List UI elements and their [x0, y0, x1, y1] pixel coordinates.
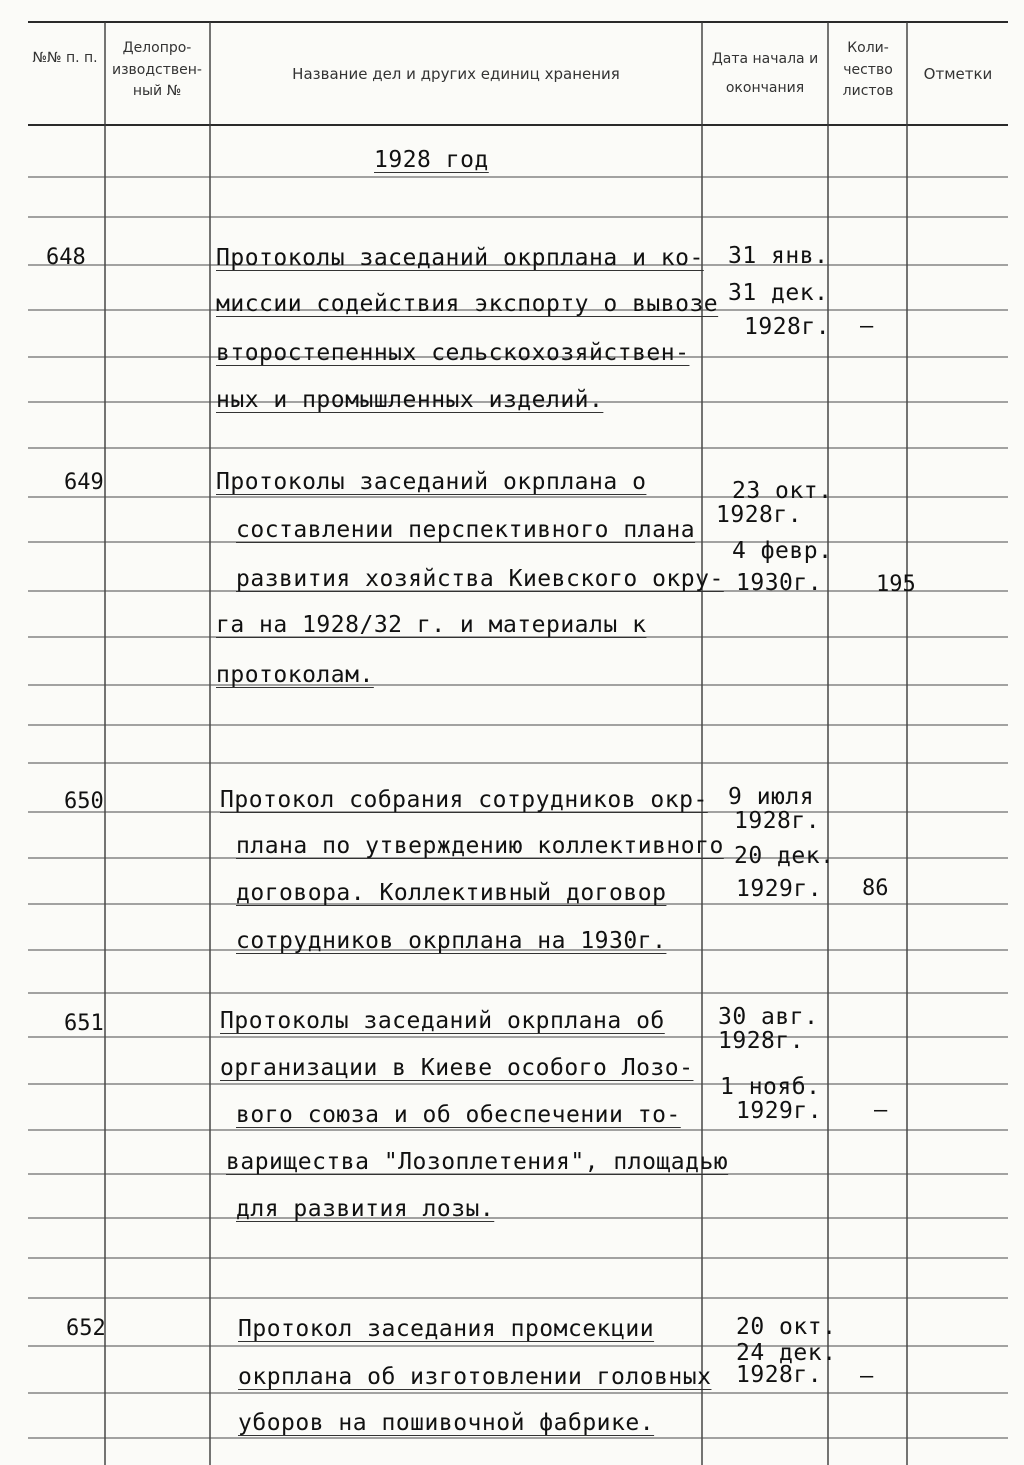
entry-sheet-count: –: [860, 314, 874, 339]
entry-title-line: миссии содействия экспорту о вывозе: [216, 291, 719, 317]
entry-title-line: уборов на пошивочной фабрике.: [238, 1410, 655, 1436]
entry-title-line: варищества "Лозоплетения", площадью: [226, 1149, 729, 1175]
entry-title-line: второстепенных сельскохозяйствен-: [216, 340, 690, 366]
header-col-notes: Отметки: [923, 65, 993, 83]
entry-title-line: ных и промышленных изделий.: [216, 387, 604, 413]
entry-date: 1928г.: [718, 1028, 805, 1054]
entry-title-line: протоколам.: [216, 662, 374, 688]
entry-date: 20 окт.: [736, 1314, 837, 1340]
entry-title-line: Протокол собрания сотрудников окр-: [220, 787, 708, 813]
entry-date: 30 авг.: [718, 1004, 819, 1030]
entry-number: 649: [64, 470, 104, 495]
header-col-number: №№ п. п.: [32, 50, 98, 66]
entry-title-line: Протокол заседания промсекции: [238, 1316, 655, 1342]
entry-title-line: Протоколы заседаний окрплана и ко-: [216, 245, 704, 271]
entry-date: 31 янв.: [728, 243, 829, 269]
year-heading: 1928 год: [374, 147, 489, 173]
entry-title-line: организации в Киеве особого Лозо-: [220, 1055, 694, 1081]
header-col-title: Название дел и других единиц хранения: [292, 65, 620, 83]
header-col-sheets: Коли- чество листов: [842, 40, 894, 100]
entry-date: 4 февр.: [732, 538, 833, 564]
entry-date: 1930г.: [736, 570, 823, 596]
entry-date: 1928г.: [736, 1362, 823, 1388]
entry-date: 9 июля: [728, 784, 815, 810]
entry-sheet-count: 195: [876, 572, 916, 597]
entry-title-line: га на 1928/32 г. и материалы к: [216, 612, 647, 638]
entry-date: 23 окт.: [732, 478, 833, 504]
entry-title-line: Протоколы заседаний окрплана о: [216, 469, 647, 495]
entry-date: 1928г.: [716, 502, 803, 528]
entry-title-line: сотрудников окрплана на 1930г.: [236, 928, 667, 954]
entry-sheet-count: 86: [862, 876, 889, 901]
header-col-dates: Дата начала и окончания: [711, 51, 819, 97]
entry-title-line: развития хозяйства Киевского окру-: [236, 566, 724, 592]
entry-date: 1928г.: [734, 808, 821, 834]
entry-number: 652: [66, 1316, 106, 1341]
entry-title-line: Протоколы заседаний окрплана об: [220, 1008, 665, 1034]
entry-date: 1 нояб.: [720, 1074, 821, 1100]
entry-title-line: договора. Коллективный договор: [236, 880, 667, 906]
entry-number: 648: [46, 245, 86, 270]
entry-number: 651: [64, 1011, 104, 1036]
entry-date: 1928г.: [744, 314, 831, 340]
entry-sheet-count: –: [874, 1098, 888, 1123]
entry-title-line: плана по утверждению коллективного: [236, 833, 724, 859]
entry-title-line: вого союза и об обеспечении то-: [236, 1102, 681, 1128]
entry-date: 1929г.: [736, 1098, 823, 1124]
entry-date: 1929г.: [736, 876, 823, 902]
entry-date: 20 дек.: [734, 843, 835, 869]
header-col-office-number: Делопро- изводствен- ный №: [112, 40, 202, 100]
entry-title-line: для развития лозы.: [236, 1196, 495, 1222]
entry-number: 650: [64, 789, 104, 814]
entry-sheet-count: –: [860, 1364, 874, 1389]
entry-date: 24 дек.: [736, 1340, 837, 1366]
entry-date: 31 дек.: [728, 280, 829, 306]
entry-title-line: составлении перспективного плана: [236, 517, 696, 543]
entry-title-line: окрплана об изготовлении головных: [238, 1364, 712, 1390]
